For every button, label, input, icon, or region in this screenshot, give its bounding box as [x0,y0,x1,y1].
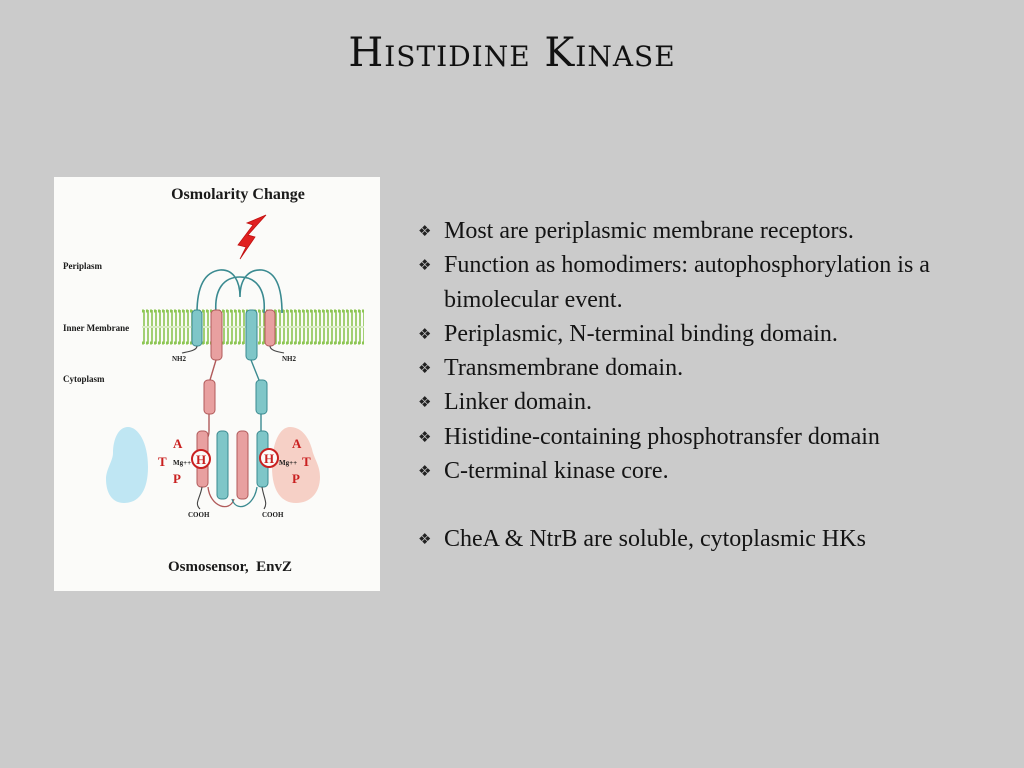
left-atp-a: A [173,436,183,451]
slide-title: Histidine Kinase [348,30,676,76]
bullet-item [416,385,996,419]
bullet-item [416,351,996,385]
left-histidine [192,450,210,468]
bullet-item [416,420,996,454]
dhp-helices [197,431,268,507]
bullet-text: C-terminal kinase core. [444,458,669,485]
bullet-text: Most are periplasmic membrane receptors. [444,218,854,244]
figure-caption: Osmosensor, EnvZ [167,559,293,575]
right-mg-label: Mg++ [279,459,298,467]
bullet-item [416,317,996,351]
linker-domain [204,360,267,431]
envz-diagram [54,177,380,591]
left-atp-domain [106,427,148,503]
cooh-tails [197,487,265,509]
bullet-item [416,454,996,488]
right-atp-t: T [302,454,311,469]
periplasmic-loops [197,270,282,313]
bullet-diamond-icon: ❖ [418,359,432,378]
bullet-text: Histidine-containing phosphotransfer domain [444,423,880,450]
bullet-diamond-icon: ❖ [418,256,432,275]
bullet-diamond-icon: ❖ [418,324,432,343]
lightning-bolt-icon [238,215,266,259]
left-atp-p: P [173,471,181,486]
right-histidine [260,449,278,467]
left-h-label: H [195,452,207,467]
inner-membrane-label: Inner Membrane [63,323,130,333]
envz-diagram-svg [54,177,380,591]
right-atp-a: A [292,436,302,451]
right-atp-p: P [292,471,300,486]
right-h-label: H [263,451,275,466]
bullet-item [416,522,996,556]
bullet-text: Function as homodimers: autophosphorylation is a bimolecular event. [444,252,930,313]
nh2-tails [182,346,284,353]
bullet-item [416,248,996,317]
bullet-diamond-icon: ❖ [418,427,432,446]
left-mg-label: Mg++ [173,459,192,467]
periplasm-label: Periplasm [63,261,102,271]
cooh-left-label: COOH [188,511,210,519]
bullet-diamond-icon: ❖ [418,393,432,412]
bullet-diamond-icon: ❖ [418,222,432,240]
cooh-right-label: COOH [262,511,284,519]
bullet-item [416,214,996,248]
bullet-text: Periplasmic, N-terminal binding domain. [444,320,838,347]
figure-title: Osmolarity Change [171,186,305,203]
bullet-diamond-icon: ❖ [418,530,432,549]
nh2-left-label: NH2 [172,355,186,363]
bullet-diamond-icon: ❖ [418,462,432,481]
bullet-text: CheA & NtrB are soluble, cytoplasmic HKs [444,526,866,553]
bullet-list [416,214,996,557]
bullet-text: Linker domain. [444,389,592,416]
left-atp-t: T [158,454,167,469]
bullet-text: Transmembrane domain. [444,355,684,382]
nh2-right-label: NH2 [282,355,296,363]
cytoplasm-label: Cytoplasm [63,374,105,384]
